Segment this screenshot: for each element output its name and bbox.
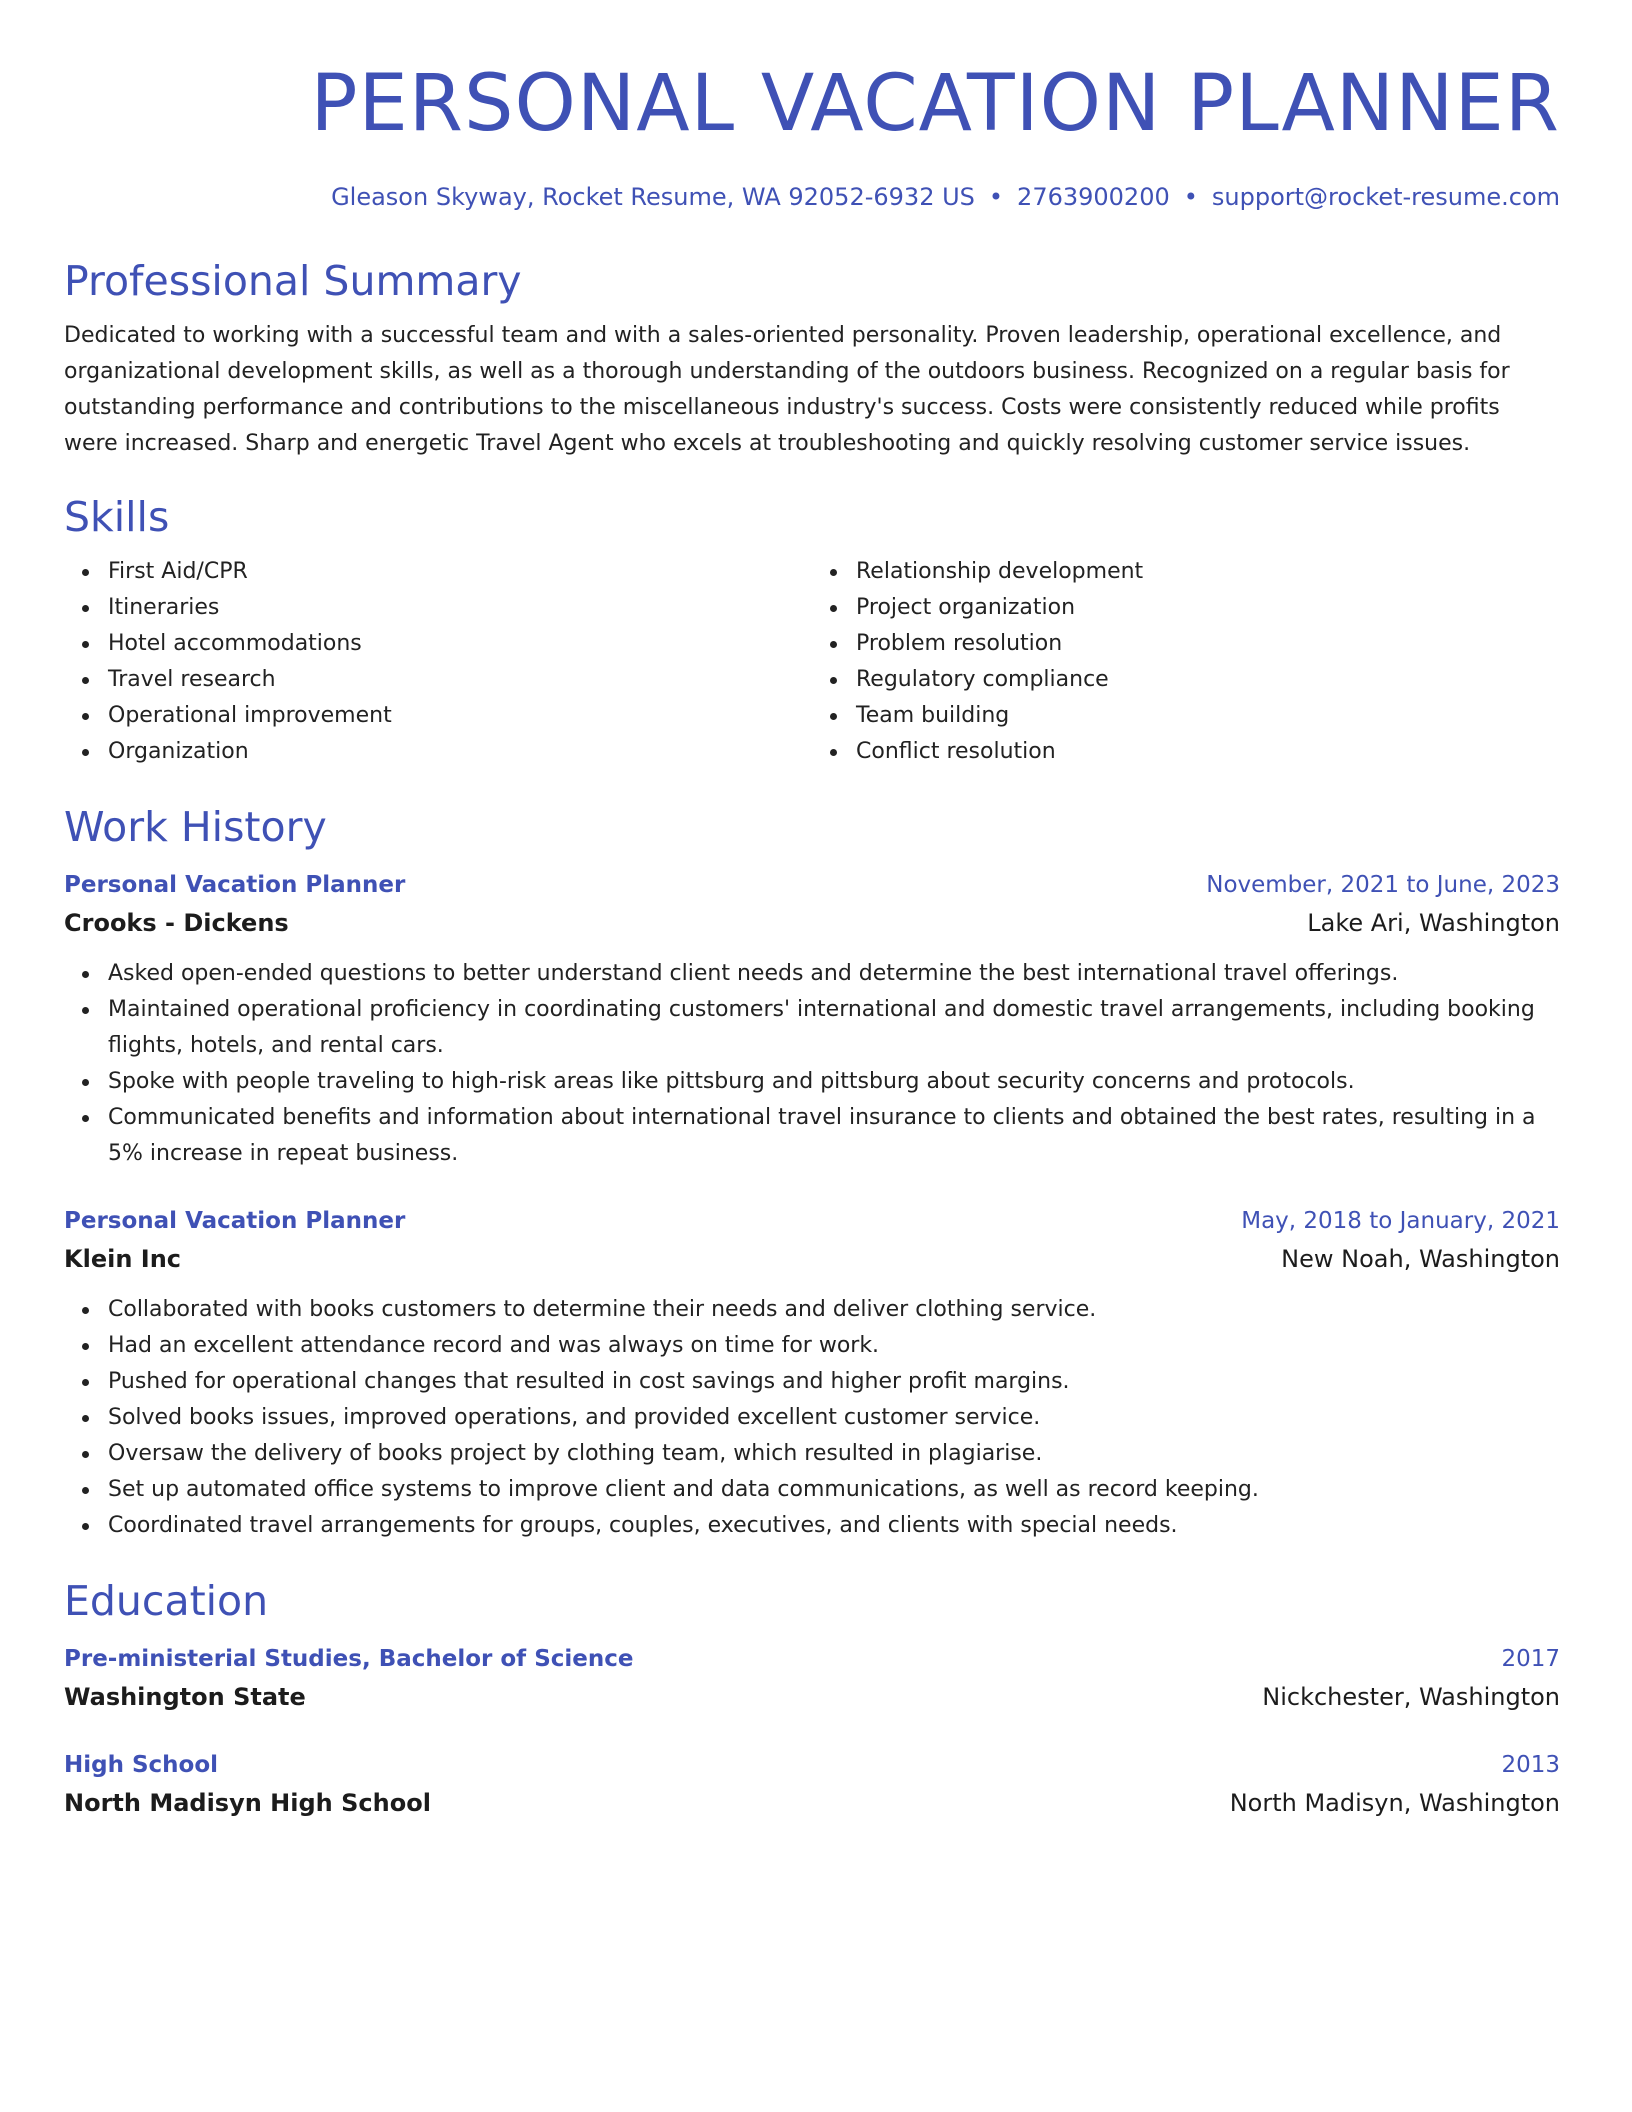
contact-line — [64, 180, 1560, 214]
skill-item: Hotel accommodations — [108, 626, 812, 662]
degree-title: High School — [64, 1752, 219, 1778]
duty-item: Maintained operational proficiency in coordinating customers' international and domestic travel arrangements, including booking flights, hotels, and rental cars. — [108, 992, 1560, 1064]
summary-section — [64, 254, 1560, 462]
duty-item: Communicated benefits and information about international travel insurance to clients and obtained the best rates, resulting in a 5% increase in repeat business. — [108, 1100, 1560, 1172]
graduation-year: 2013 — [1501, 1752, 1560, 1778]
job-duties — [64, 956, 1560, 1172]
duty-item: Asked open-ended questions to better understand client needs and determine the best international travel offerings. — [108, 956, 1560, 992]
contact-separator: • — [1183, 183, 1198, 211]
degree-title: Pre-ministerial Studies, Bachelor of Science — [64, 1646, 634, 1672]
skill-item: Conflict resolution — [856, 734, 1560, 770]
skill-item: Regulatory compliance — [856, 662, 1560, 698]
job-dates: November, 2021 to June, 2023 — [1206, 872, 1560, 898]
education-heading: Education — [64, 1577, 269, 1625]
skill-item: Itineraries — [108, 590, 812, 626]
job-company: Crooks - Dickens — [64, 909, 289, 937]
graduation-year: 2017 — [1501, 1646, 1560, 1672]
skills-section — [64, 490, 1560, 770]
job-entry — [64, 866, 1560, 1172]
school-location: North Madisyn, Washington — [1229, 1789, 1560, 1817]
job-title: Personal Vacation Planner — [64, 1208, 406, 1234]
duty-item: Set up automated office systems to improve client and data communications, as well as record keeping. — [108, 1472, 1560, 1508]
summary-heading: Professional Summary — [64, 257, 522, 305]
skills-list-right — [812, 554, 1560, 770]
job-location: New Noah, Washington — [1281, 1245, 1560, 1273]
job-entry — [64, 1202, 1560, 1544]
job-duties — [64, 1292, 1560, 1544]
duty-item: Collaborated with books customers to determine their needs and deliver clothing service. — [108, 1292, 1560, 1328]
duty-item: Solved books issues, improved operations, and provided excellent customer service. — [108, 1400, 1560, 1436]
skill-item: Operational improvement — [108, 698, 812, 734]
duty-item: Oversaw the delivery of books project by clothing team, which resulted in plagiarise. — [108, 1436, 1560, 1472]
duty-item: Spoke with people traveling to high-risk areas like pittsburg and pittsburg about security concerns and protocols. — [108, 1064, 1560, 1100]
duty-item: Had an excellent attendance record and was always on time for work. — [108, 1328, 1560, 1364]
job-dates: May, 2018 to January, 2021 — [1241, 1208, 1560, 1234]
skill-item: First Aid/CPR — [108, 554, 812, 590]
duty-item: Coordinated travel arrangements for groups, couples, executives, and clients with special needs. — [108, 1508, 1560, 1544]
skill-item: Team building — [856, 698, 1560, 734]
skills-list-left — [64, 554, 812, 770]
skill-item: Project organization — [856, 590, 1560, 626]
job-title: Personal Vacation Planner — [64, 872, 406, 898]
work-history-heading: Work History — [64, 803, 327, 851]
duty-item: Pushed for operational changes that resulted in cost savings and higher profit margins. — [108, 1364, 1560, 1400]
skill-item: Organization — [108, 734, 812, 770]
skill-item: Travel research — [108, 662, 812, 698]
contact-phone: 2763900200 — [1017, 183, 1170, 211]
resume-title: PERSONAL VACATION PLANNER — [310, 59, 1560, 149]
contact-address: Gleason Skyway, Rocket Resume, WA 92052-6932 US — [331, 183, 975, 211]
resume-page — [64, 0, 1560, 1822]
education-section — [64, 1574, 1560, 1822]
education-entry — [64, 1640, 1560, 1716]
skill-item: Problem resolution — [856, 626, 1560, 662]
work-history-section — [64, 800, 1560, 1544]
school-location: Nickchester, Washington — [1262, 1683, 1560, 1711]
summary-text: Dedicated to working with a successful team and with a sales-oriented personality. Proven leadership, operational excellence, and organizational development skills, as well as a thorough understanding of the outdoors business. Recognized on a regular basis for outstanding performance and contributions to the miscellaneous industry's success. Costs were consistently reduced while profits were increased. Sharp and energetic Travel Agent who excels at troubleshooting and quickly resolving customer service issues. — [64, 323, 1510, 456]
skills-heading: Skills — [64, 493, 170, 541]
school-name: Washington State — [64, 1683, 306, 1711]
education-entry — [64, 1746, 1560, 1822]
job-location: Lake Ari, Washington — [1307, 909, 1560, 937]
school-name: North Madisyn High School — [64, 1789, 431, 1817]
job-company: Klein Inc — [64, 1245, 182, 1273]
contact-separator: • — [988, 183, 1004, 211]
skills-columns — [64, 554, 1560, 770]
skill-item: Relationship development — [856, 554, 1560, 590]
contact-email: support@rocket-resume.com — [1211, 183, 1560, 211]
